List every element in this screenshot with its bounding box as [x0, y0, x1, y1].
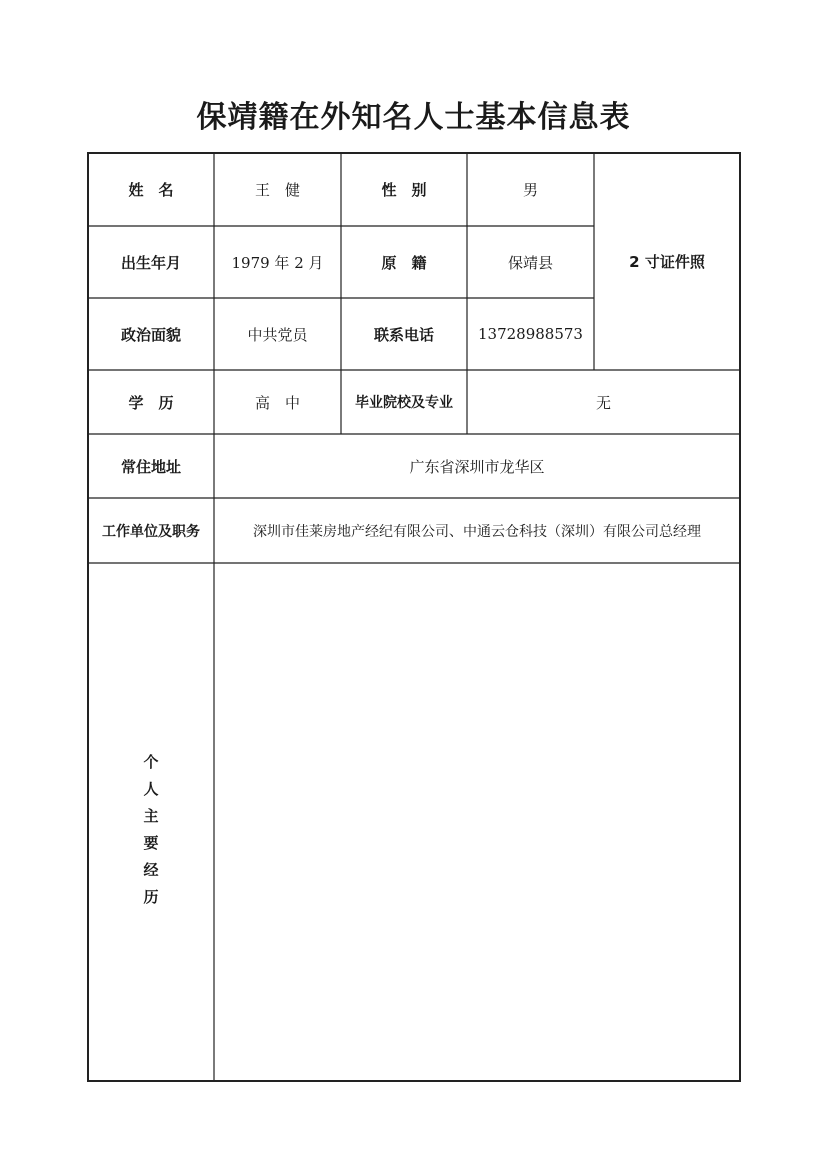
experience-label-char: 主	[143, 807, 159, 825]
form-title: 保靖籍在外知名人士基本信息表	[196, 100, 631, 135]
origin-label: 原 籍	[381, 253, 427, 272]
address-label: 常住地址	[120, 457, 181, 476]
experience-label-char: 经	[143, 861, 159, 879]
experience-label-char: 人	[143, 780, 159, 798]
name-value: 王 健	[254, 181, 300, 199]
phone-label: 联系电话	[373, 325, 434, 344]
education-value: 高 中	[254, 393, 300, 412]
work-label: 工作单位及职务	[102, 523, 200, 540]
education-label: 学 历	[128, 393, 174, 412]
gender-value: 男	[522, 181, 538, 199]
experience-label	[88, 563, 214, 1081]
gender-label: 性 别	[381, 181, 427, 199]
school-value: 无	[595, 393, 611, 412]
phone-value: 13728988573	[478, 325, 583, 343]
experience-label-char: 历	[143, 888, 159, 906]
politics-label: 政治面貌	[120, 325, 181, 344]
address-value: 广东省深圳市龙华区	[409, 457, 545, 476]
birth-value: 1979 年 2 月	[231, 253, 324, 272]
birth-label: 出生年月	[120, 253, 181, 272]
work-value: 深圳市佳莱房地产经纪有限公司、中通云仓科技（深圳）有限公司总经理	[253, 523, 701, 540]
experience-label-char: 要	[143, 834, 159, 852]
school-label: 毕业院校及专业	[355, 395, 453, 411]
photo-placeholder: 2 寸证件照	[629, 253, 705, 271]
experience-value	[214, 563, 740, 1081]
origin-value: 保靖县	[507, 253, 553, 272]
name-label: 姓 名	[128, 181, 174, 199]
politics-value: 中共党员	[247, 325, 308, 344]
experience-label-char: 个	[143, 753, 159, 771]
